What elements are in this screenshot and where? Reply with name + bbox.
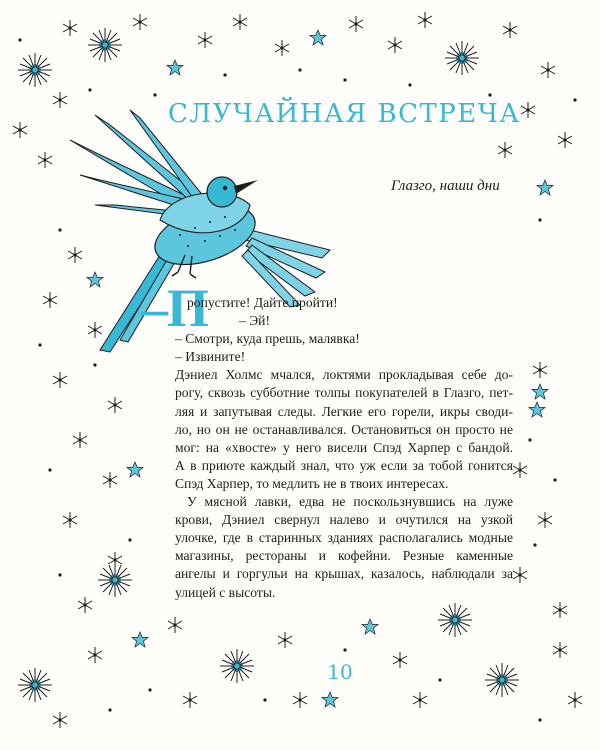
text-line: улицей с высоты.: [175, 584, 276, 600]
text-line: улочке, где в старинных зданиях располагались модные: [175, 530, 513, 546]
drop-cap: –П: [141, 278, 209, 338]
text-line: – Смотри, куда прешь, малявка!: [175, 331, 360, 347]
chapter-title: СЛУЧАЙНАЯ ВСТРЕЧА: [168, 99, 521, 129]
page-number: 10: [327, 660, 353, 684]
text-line: – Эй!: [239, 313, 270, 329]
text-line: Спэд Харпер, то медлить не в твоих интересах.: [175, 475, 449, 491]
text-line: А в приюте каждый знал, что уж если за тобой гонится: [175, 457, 513, 473]
text-line: ляя и запутывая следы. Легкие его горели, икры своди-: [175, 403, 513, 419]
text-line: Дэниел Холмс мчался, локтями прокладывая себе до-: [175, 367, 513, 383]
text-line: мог: на «хвосте» у него висели Спэд Харпер с бандой.: [175, 439, 513, 455]
text-line: ло, но он не останавливался. Остановиться он просто не: [175, 421, 513, 437]
text-line: рогу, сквозь субботние толпы покупателей в Глазго, пет-: [175, 385, 513, 401]
chapter-subtitle: Глазго, наши дни: [391, 178, 500, 194]
text-line: ропустите! Дайте пройти!: [187, 295, 338, 310]
text-line: магазины, рестораны и кофейни. Резные каменные: [175, 548, 513, 564]
text-line: крови, Дэниел свернул налево и очутился на узкой: [175, 512, 513, 528]
chapter-body: [175, 294, 513, 602]
text-line: У мясной лавки, едва не поскользнувшись на луже: [187, 494, 513, 510]
text-line: ангелы и горгульи на крышах, казалось, наблюдали за: [175, 566, 513, 582]
text-line: – Извините!: [175, 349, 246, 365]
